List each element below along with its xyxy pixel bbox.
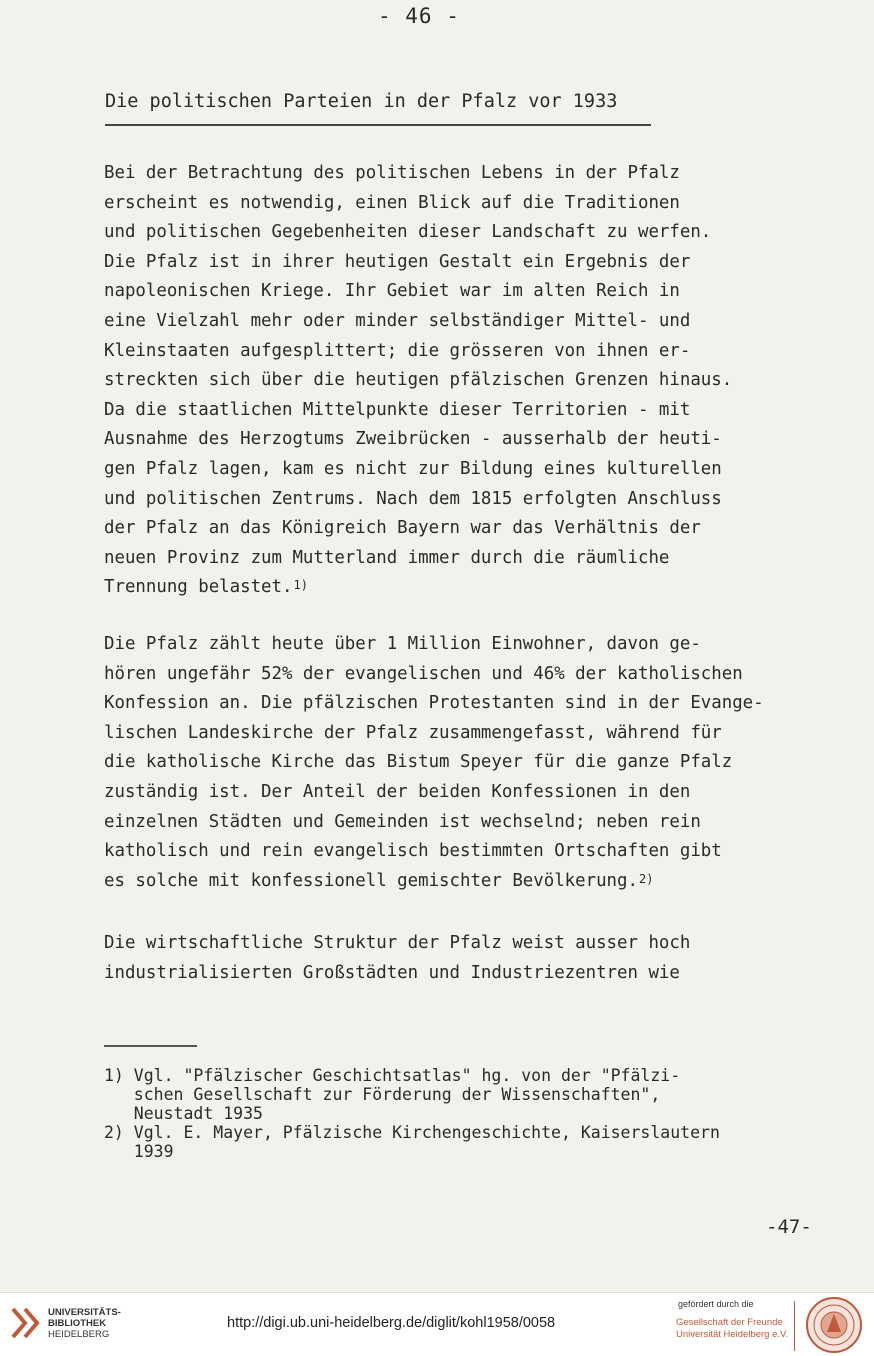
text-line: es solche mit konfessionell gemischter Bevölkerung.$^{2)}$ — [104, 870, 654, 891]
library-name-line2: BIBLIOTHEK — [48, 1318, 107, 1329]
library-name — [48, 1307, 121, 1340]
footnote-line: schen Gesellschaft zur Förderung der Wissenschaften", — [104, 1085, 661, 1104]
text-line: Ausnahme des Herzogtums Zweibrücken - ausserhalb der heuti- — [104, 429, 722, 450]
text-line: eine Vielzahl mehr oder minder selbständiger Mittel- und — [104, 310, 691, 331]
footnotes — [104, 1066, 720, 1161]
society-line1: Gesellschaft der Freunde — [676, 1317, 783, 1328]
text-line: industrialisierten Großstädten und Industriezentren wie — [104, 962, 680, 983]
text-line: Trennung belastet.$^{1)}$ — [104, 577, 308, 598]
heading-underline — [105, 124, 651, 126]
paragraph-1 — [104, 159, 732, 603]
text-line: Die Pfalz zählt heute über 1 Million Einwohner, davon ge- — [104, 634, 701, 654]
society-name — [676, 1317, 788, 1341]
page-number-bottom: -47- — [766, 1216, 812, 1238]
text-line: napoleonischen Kriege. Ihr Gebiet war im alten Reich in — [104, 281, 680, 302]
text-line: hören ungefähr 52% der evangelischen und 46% der katholischen — [104, 663, 743, 684]
text-line: streckten sich über die heutigen pfälzischen Grenzen hinaus. — [104, 370, 733, 391]
library-name-line3: HEIDELBERG — [48, 1329, 110, 1340]
funded-by-label: gefördert durch die — [678, 1299, 754, 1309]
text-line: erscheint es notwendig, einen Blick auf die Traditionen — [104, 192, 680, 213]
text-line: und politischen Gegebenheiten dieser Landschaft zu werfen. — [104, 222, 712, 243]
paragraph-3 — [104, 929, 690, 988]
text-line: zuständig ist. Der Anteil der beiden Konfessionen in den — [104, 781, 691, 802]
text-line: gen Pfalz lagen, kam es nicht zur Bildung eines kulturellen — [104, 458, 722, 479]
footnote-reference: 1) — [293, 578, 308, 593]
text-line: Konfession an. Die pfälzischen Protestanten sind in der Evange- — [104, 693, 764, 714]
text-line: und politischen Zentrums. Nach dem 1815 erfolgten Anschluss — [104, 488, 722, 509]
library-name-line1: UNIVERSITÄTS- — [48, 1307, 121, 1318]
text-line: Bei der Betrachtung des politischen Lebens in der Pfalz — [104, 163, 680, 183]
text-line: neuen Provinz zum Mutterland immer durch die räumliche — [104, 547, 670, 568]
page-heading: Die politischen Parteien in der Pfalz vor 1933 — [105, 91, 618, 112]
text-line: Kleinstaaten aufgesplittert; die grösseren von ihnen er- — [104, 340, 691, 361]
text-line: Da die staatlichen Mittelpunkte dieser Territorien - mit — [104, 399, 691, 420]
university-seal-icon — [805, 1296, 863, 1354]
text-line: einzelnen Städten und Gemeinden ist wechselnd; neben rein — [104, 811, 701, 832]
permalink-url[interactable]: http://digi.ub.uni-heidelberg.de/diglit/kohl1958/0058 — [227, 1315, 556, 1331]
page-number-top: - 46 - — [378, 4, 460, 28]
text-line: die katholische Kirche das Bistum Speyer für die ganze Pfalz — [104, 752, 733, 773]
ub-heidelberg-logo-icon — [10, 1305, 40, 1341]
paragraph-2 — [104, 630, 764, 896]
text-line: katholisch und rein evangelisch bestimmten Ortschaften gibt — [104, 841, 722, 862]
footnote-line: 1) Vgl. "Pfälzischer Geschichtsatlas" hg. von der "Pfälzi- — [104, 1066, 681, 1085]
viewer-footer — [0, 1292, 874, 1356]
footnote-line: 1939 — [104, 1142, 174, 1161]
society-line2: Universität Heidelberg e.V. — [676, 1329, 789, 1340]
footnote-reference: 2) — [638, 871, 654, 886]
footnote-line: Neustadt 1935 — [104, 1104, 263, 1123]
text-line: der Pfalz an das Königreich Bayern war das Verhältnis der — [104, 518, 701, 539]
footer-separator — [794, 1301, 795, 1351]
footnote-divider — [104, 1045, 197, 1047]
footnote-line: 2) Vgl. E. Mayer, Pfälzische Kirchengeschichte, Kaiserslautern — [104, 1123, 720, 1142]
text-line: Die Pfalz ist in ihrer heutigen Gestalt ein Ergebnis der — [104, 251, 691, 272]
text-line: Die wirtschaftliche Struktur der Pfalz weist ausser hoch — [104, 933, 691, 953]
text-line: lischen Landeskirche der Pfalz zusammengefasst, während für — [104, 722, 722, 743]
